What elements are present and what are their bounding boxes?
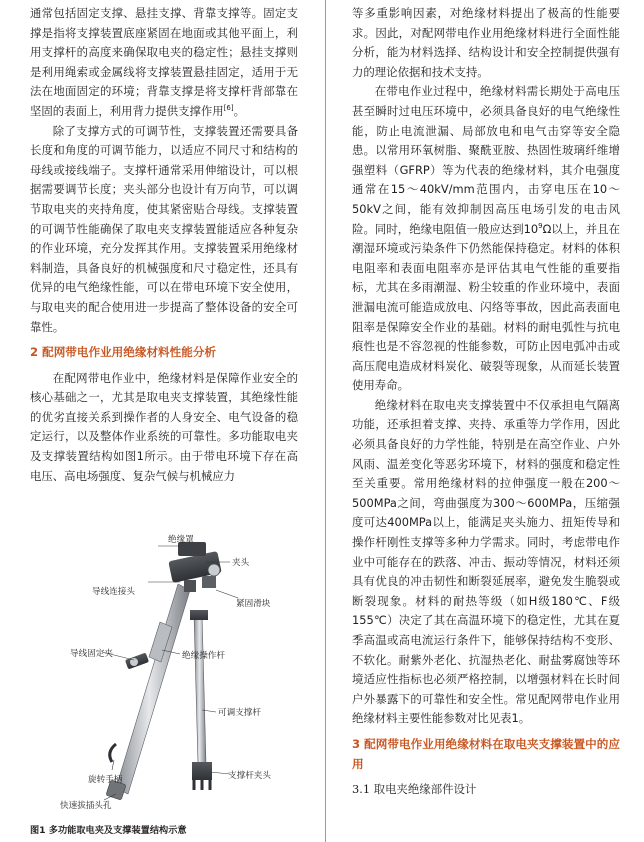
label-rod: 绝缘操作杆 [182, 651, 225, 661]
left-paragraph-3: 在配网带电作业中，绝缘材料是保障作业安全的核心基础之一，尤其是取电夹支撑装置，其绝缘性能的优劣直接关系到操作者的人身安全、电气设备的稳定运行，以及整体作业系统的可靠性。多功能取电夹及支撑装置结构如图1所示。由于带电环境下存在高电压、高电场强度、复杂气候与机械应力 [30, 370, 298, 483]
wire-clamp-shape [125, 653, 149, 670]
label-slider: 紧固滑块 [236, 599, 271, 609]
label-wire-connector: 导线连接头 [92, 587, 135, 597]
left-column [30, 4, 298, 486]
left-paragraph-1: 通常包括固定支撑、悬挂支撑、背靠支撑等。固定支撑是指将支撑装置底座紧固在地面或其他平面上，利用支撑杆的高度来确保取电夹的稳定性；悬挂支撑则是利用绳索或金属线将支撑装置悬挂固定，适用于无法在地面固定的环境；背靠支撑是将支撑杆背部靠在坚固的表面上，利用背力提供支撑作用[6]。 [30, 6, 298, 118]
label-clamp: 夹头 [232, 558, 250, 568]
label-handle: 旋转手柄 [88, 775, 123, 785]
citation-ref: [6] [223, 104, 234, 113]
left-paragraph-2: 除了支撑方式的可调节性，支撑装置还需要具备长度和角度的可调节能力，以适应不同尺寸和结构的母线或接线端子。支撑杆通常采用伸缩设计，可以根据需要调节长度；夹头部分也设计有万向节，可以调节取电夹的夹持角度，使其紧密贴合母线。支撑装置的可调节性能确保了取电夹支撑装置能适应各种复杂的作业环境，充分发挥其作用。支撑装置采用绝缘材料制造，具备良好的机械强度和尺寸稳定性，还具有优异的电气绝缘性能，可以在带电环境下安全使用，与取电夹的配合使用进一步提高了整体设备的安全可靠性。 [30, 123, 298, 334]
label-support-rod: 可调支撑杆 [218, 708, 261, 718]
label-fix-clamp: 导线固定夹 [70, 649, 113, 659]
right-paragraph-3: 绝缘材料在取电夹支撑装置中不仅承担电气隔离功能，还承担着支撑、夹持、承重等力学作用，因此必须具备良好的力学性能，特别是在高空作业、户外风雨、温差变化等恶劣环境下，材料的强度和稳定性至关重要。常用绝缘材料的拉伸强度一般在200～500MPa之间，弯曲强度为300～600MPa，压缩强度可达400MPa以上，能满足夹头施力、扭矩传导和操作杆刚性支撑等多种力学需求。同时，考虑带电作业中可能存在的跌落、冲击、振动等情况，材料还须具有优良的冲击韧性和断裂延展率，避免发生脆裂或断裂现象。材料的耐热等级（如H级180℃、F级155℃）决定了其在高温环境下的稳定性，尤其在夏季高温或高电流运行条件下，能够保持结构不变形、不软化。耐紫外老化、抗湿热老化、耐盐雾腐蚀等环境适应性指标也必须严格控制，以增强材料在长时间户外暴露下的可靠性和安全性。常见配网带电作业用绝缘材料主要性能参数对比见表1。 [352, 397, 620, 726]
label-plug: 快速拔插头孔 [60, 801, 112, 811]
handle-shape [110, 744, 116, 762]
section-2-heading: 2 配网带电作业用绝缘材料性能分析 [30, 345, 217, 360]
insulated-rod-shape [106, 584, 190, 800]
figure-1 [30, 532, 298, 812]
label-cover: 绝缘罩 [168, 535, 194, 545]
section-3-heading: 3 配网带电作业用绝缘材料在取电夹支撑装置中的应用 [352, 736, 620, 771]
column-divider [325, 0, 326, 842]
support-rod-shape [190, 610, 212, 790]
right-paragraph-1: 等多重影响因素，对绝缘材料提出了极高的性能要求。因此，对配网带电作业用绝缘材料进行全面性能分析，能为材料选择、结构设计和安全控制提供强有力的理论依据和技术支持。 [352, 6, 620, 79]
subsection-3-1-heading: 3.1 取电夹绝缘部件设计 [352, 782, 477, 797]
clamp-diagram [30, 532, 298, 812]
figure-caption: 图1 多功能取电夹及支撑装置结构示意 [30, 825, 187, 836]
clamp-head-shape [168, 542, 221, 592]
right-paragraph-2: 在带电作业过程中，绝缘材料需长期处于高电压甚至瞬时过电压环境中，必须具备良好的电气绝缘性能，防止电流泄漏、局部放电和电气击穿等安全隐患。以常用环氧树脂、聚酰亚胺、热固性玻璃纤维增强塑料（GFRP）等为代表的绝缘材料，其介电强度通常在15～40kV/mm范围内，击穿电压在10～50kV之间，能有效抑制因高压电场引发的电击风险。同时，绝缘电阻值一般应达到$10^9\Omega$以上，并且在潮湿环境或污染条件下仍然能保持稳定。材料的体积电阻率和表面电阻率亦是评估其电气性能的重要指标，尤其在多雨潮湿、粉尘较重的作业环境中，表面泄漏电流可能造成放电、闪络等事故，因此高表面电阻率是保障安全作业的基础。材料的耐电弧性与抗电痕性也是不容忽视的性能参数，可防止因电弧冲击或高压爬电造成材料炭化、破裂等现象，从而延长装置使用寿命。 [352, 84, 620, 393]
label-support-clamp: 支撑杆夹头 [228, 771, 271, 781]
right-column [352, 4, 620, 800]
